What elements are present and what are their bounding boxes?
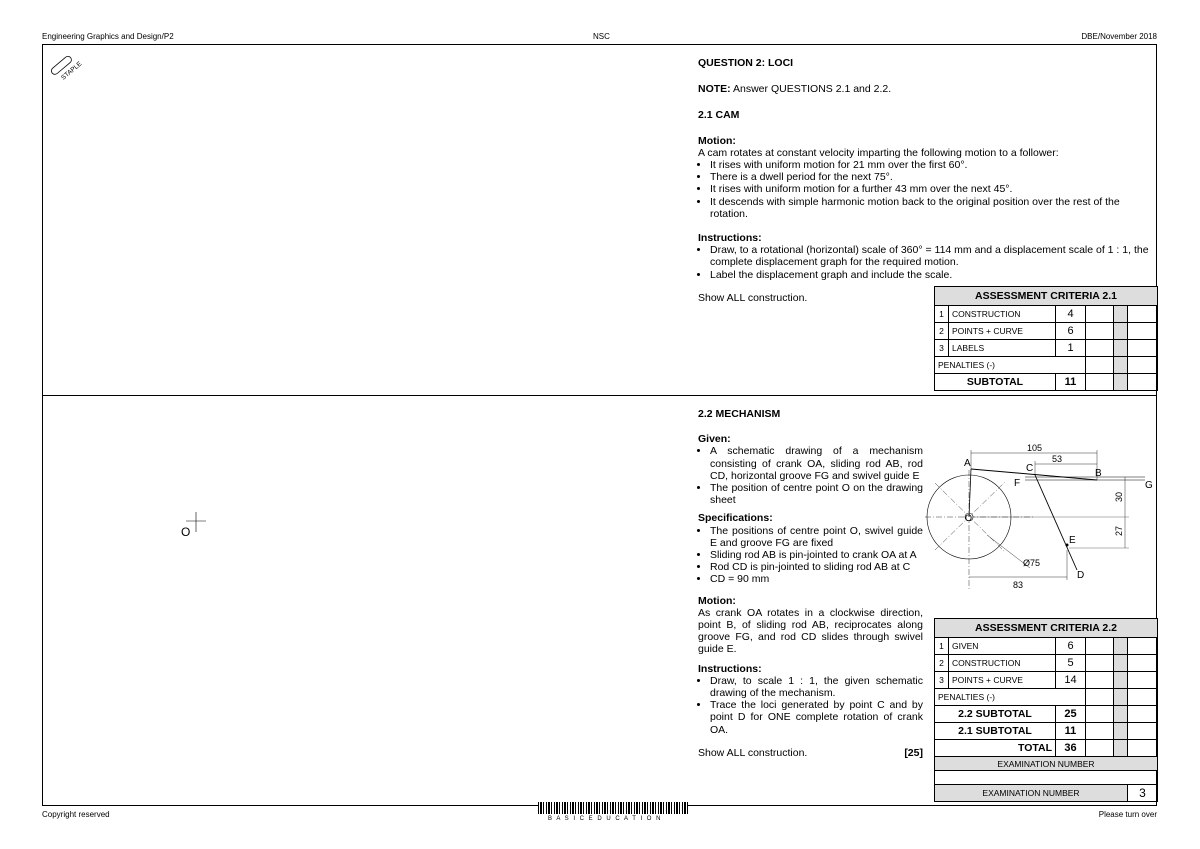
table-row (935, 655, 1158, 672)
table-row (935, 374, 1158, 391)
score-cell[interactable] (1128, 706, 1158, 723)
motion-text: As crank OA rotates in a clockwise direction, point B, of sliding rod AB, reciprocates along groove FG, and rod CD slides through swivel guide E. (698, 606, 923, 656)
subtotal-value: 11 (1056, 723, 1086, 740)
assessment-table-21 (934, 286, 1158, 391)
rod-ab (971, 469, 1097, 480)
row-label: POINTS + CURVE (949, 323, 1056, 340)
motion-label: Motion: (698, 594, 736, 607)
crank-oa (969, 469, 971, 517)
table-row (935, 357, 1158, 374)
motion-intro: A cam rotates at constant velocity imparting the following motion to a follower: (698, 146, 1059, 159)
score-cell[interactable] (1086, 672, 1114, 689)
centre-point-o (178, 512, 208, 538)
staple-mark (48, 50, 88, 84)
table-title: ASSESSMENT CRITERIA 2.2 (935, 619, 1158, 638)
label-g: G (1145, 480, 1153, 491)
row-value: 1 (1056, 340, 1086, 357)
grey-cell (1114, 723, 1128, 740)
row-label: POINTS + CURVE (949, 672, 1056, 689)
row-value: 5 (1056, 655, 1086, 672)
row-num: 1 (935, 638, 949, 655)
row-label: LABELS (949, 340, 1056, 357)
score-cell[interactable] (1128, 655, 1158, 672)
mechanism-heading: 2.2 MECHANISM (698, 408, 781, 420)
subtotal-label: SUBTOTAL (935, 374, 1056, 391)
score-cell[interactable] (1128, 340, 1158, 357)
note-text: Answer QUESTIONS 2.1 and 2.2. (730, 83, 892, 96)
row-num: 2 (935, 655, 949, 672)
subtotal-value: 25 (1056, 706, 1086, 723)
row-label: GIVEN (949, 638, 1056, 655)
page-number: 3 (1128, 785, 1158, 802)
grey-cell (1114, 340, 1128, 357)
label-o: O (965, 513, 973, 523)
list-item: • Trace the loci generated by point C and by point D for ONE complete rotation of crank OA. (710, 699, 923, 736)
table-row (935, 706, 1158, 723)
dim-75: Ø75 (1023, 558, 1041, 568)
row-num: 3 (935, 340, 949, 357)
score-cell[interactable] (1128, 374, 1158, 391)
header-right: DBE/November 2018 (1081, 32, 1157, 41)
show-line (698, 747, 923, 759)
score-cell[interactable] (1128, 723, 1158, 740)
dim-83: 83 (1013, 580, 1024, 590)
instructions-label: Instructions: (698, 232, 762, 245)
score-cell[interactable] (1128, 638, 1158, 655)
dim-105: 105 (1027, 443, 1043, 453)
list-item: • It rises with uniform motion for 21 mm over the first 60°. (710, 159, 1156, 171)
table-row (935, 740, 1158, 757)
grey-cell (1114, 306, 1128, 323)
table-row (935, 340, 1158, 357)
q21-block (698, 57, 1156, 304)
score-cell[interactable] (1086, 357, 1114, 374)
table-row (935, 672, 1158, 689)
note-line (698, 83, 1156, 95)
point-o-label: O (181, 525, 191, 538)
row-label: CONSTRUCTION (949, 655, 1056, 672)
list-item: • CD = 90 mm (710, 573, 923, 585)
instructions-list (698, 244, 1156, 281)
motion-list (698, 159, 1156, 220)
score-cell[interactable] (1128, 357, 1158, 374)
subtotal-value: 11 (1056, 374, 1086, 391)
barcode (538, 802, 688, 814)
dim-53: 53 (1052, 454, 1063, 464)
footer-right: Please turn over (1098, 810, 1157, 819)
exam-number-label: EXAMINATION NUMBER (935, 757, 1158, 771)
dim-27: 27 (1114, 525, 1124, 536)
score-cell[interactable] (1128, 689, 1158, 706)
score-cell[interactable] (1086, 723, 1114, 740)
rod-cd (1035, 475, 1077, 570)
grey-cell (1114, 740, 1128, 757)
label-e: E (1069, 535, 1076, 546)
label-f: F (1014, 478, 1021, 489)
list-item: • Draw, to a rotational (horizontal) scale of 360° = 114 mm and a displacement scale of 1 : 1, the complete displacement graph for the required motion. (710, 244, 1156, 268)
score-cell[interactable] (1086, 323, 1114, 340)
given-label: Given: (698, 433, 731, 446)
label-b: B (1095, 468, 1102, 479)
row-num: 3 (935, 672, 949, 689)
spec-list (698, 525, 923, 586)
score-cell[interactable] (1086, 340, 1114, 357)
grey-cell (1114, 374, 1128, 391)
label-a: A (964, 458, 971, 469)
motion-label: Motion: (698, 134, 736, 147)
barcode-text: B A S I C E D U C A T I O N (548, 816, 662, 822)
list-item: • The positions of centre point O, swivel guide E and groove FG are fixed (710, 525, 923, 549)
table-title: ASSESSMENT CRITERIA 2.1 (935, 287, 1158, 306)
instructions-list (698, 675, 923, 736)
label-c: C (1026, 463, 1034, 474)
header-left: Engineering Graphics and Design/P2 (42, 32, 174, 41)
list-item: • Label the displacement graph and include the scale. (710, 269, 1156, 281)
score-cell[interactable] (1128, 323, 1158, 340)
subtotal-label: 2.2 SUBTOTAL (935, 706, 1056, 723)
dim-30: 30 (1114, 491, 1124, 502)
mechanism-drawing (925, 440, 1157, 592)
table-row (935, 306, 1158, 323)
list-item: • It rises with uniform motion for a further 43 mm over the next 45°. (710, 183, 1156, 195)
cam-heading: 2.1 CAM (698, 109, 740, 122)
grey-cell (1114, 357, 1128, 374)
row-num: 2 (935, 323, 949, 340)
section-divider (42, 395, 1157, 396)
grey-cell (1114, 655, 1128, 672)
list-item: • Rod CD is pin-jointed to sliding rod AB at C (710, 561, 923, 573)
row-value: 6 (1056, 323, 1086, 340)
subtotal-label: 2.1 SUBTOTAL (935, 723, 1056, 740)
list-item: • It descends with simple harmonic motion back to the original position over the rest of the rotation. (710, 196, 1156, 220)
penalties-label: PENALTIES (-) (935, 357, 1086, 374)
list-item: • A schematic drawing of a mechanism consisting of crank OA, sliding rod AB, rod CD, horizontal groove FG and swivel guide E (710, 445, 923, 482)
footer-left: Copyright reserved (42, 810, 110, 819)
note-label: NOTE: (698, 83, 731, 96)
penalties-label: PENALTIES (-) (935, 689, 1086, 706)
total-label: TOTAL (935, 740, 1056, 757)
show-construction: Show ALL construction. (698, 746, 808, 759)
question-title: QUESTION 2: LOCI (698, 57, 794, 69)
row-num: 1 (935, 306, 949, 323)
q22-block (698, 408, 923, 759)
score-cell[interactable] (1086, 689, 1114, 706)
exam-number-label: EXAMINATION NUMBER (935, 785, 1128, 802)
list-item: • Sliding rod AB is pin-jointed to crank OA at A (710, 549, 923, 561)
footer-rule (696, 805, 716, 806)
score-cell[interactable] (1128, 740, 1158, 757)
marks: [25] (904, 746, 923, 759)
score-cell[interactable] (1086, 740, 1114, 757)
given-list (698, 445, 923, 506)
exam-number-field[interactable] (935, 771, 1158, 785)
instructions-label: Instructions: (698, 662, 762, 675)
table-row (935, 638, 1158, 655)
label-d: D (1077, 570, 1085, 581)
list-item: • There is a dwell period for the next 75°. (710, 171, 1156, 183)
grey-cell (1114, 672, 1128, 689)
spec-label: Specifications: (698, 512, 773, 525)
row-value: 14 (1056, 672, 1086, 689)
total-value: 36 (1056, 740, 1086, 757)
staple-label: STAPLE (60, 60, 84, 82)
row-label: CONSTRUCTION (949, 306, 1056, 323)
grey-cell (1114, 323, 1128, 340)
score-cell[interactable] (1086, 638, 1114, 655)
grey-cell (1114, 689, 1128, 706)
row-value: 4 (1056, 306, 1086, 323)
score-cell[interactable] (1086, 374, 1114, 391)
row-value: 6 (1056, 638, 1086, 655)
score-cell[interactable] (1086, 306, 1114, 323)
list-item: • Draw, to scale 1 : 1, the given schematic drawing of the mechanism. (710, 675, 923, 699)
footer-rule (505, 805, 537, 806)
grey-cell (1114, 638, 1128, 655)
table-row (935, 723, 1158, 740)
table-row (935, 689, 1158, 706)
score-cell[interactable] (1086, 655, 1114, 672)
score-cell[interactable] (1128, 672, 1158, 689)
score-cell[interactable] (1128, 306, 1158, 323)
show-construction: Show ALL construction. (698, 291, 808, 304)
list-item: • The position of centre point O on the drawing sheet (710, 482, 923, 506)
grey-cell (1114, 706, 1128, 723)
header-center: NSC (593, 32, 610, 41)
assessment-table-22 (934, 618, 1158, 802)
table-row (935, 323, 1158, 340)
score-cell[interactable] (1086, 706, 1114, 723)
